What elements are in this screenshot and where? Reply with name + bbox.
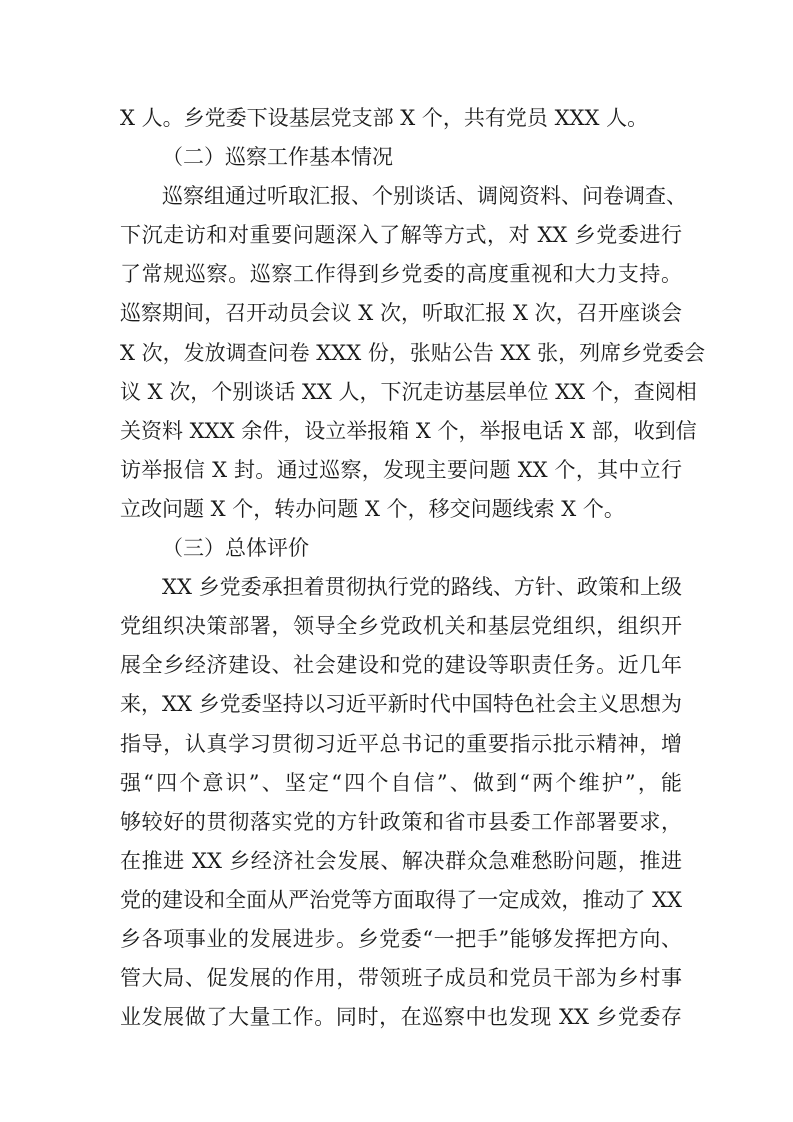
text-line: 下沉走访和对重要问题深入了解等方式，对 XX 乡党委进行	[120, 223, 682, 248]
document-page	[120, 99, 706, 1037]
text-line: XX 乡党委承担着贯彻执行党的路线、方针、政策和上级	[162, 575, 682, 600]
text-line: 乡各项事业的发展进步。乡党委“一把手”能够发挥把方向、	[120, 926, 682, 951]
text-line: 访举报信 X 封。通过巡察，发现主要问题 XX 个，其中立行	[120, 457, 682, 482]
text-line: 了常规巡察。巡察工作得到乡党委的高度重视和大力支持。	[120, 262, 682, 287]
text-line: X 次，发放调查问卷 XXX 份，张贴公告 XX 张，列席乡党委会	[120, 340, 706, 365]
text-line: 党组织决策部署，领导全乡党政机关和基层党组织，组织开	[120, 614, 682, 639]
text-line: 立改问题 X 个，转办问题 X 个，移交问题线索 X 个。	[120, 496, 625, 521]
text-line: 关资料 XXX 余件，设立举报箱 X 个，举报电话 X 部，收到信	[120, 418, 697, 443]
text-line: 议 X 次，个别谈话 XX 人，下沉走访基层单位 XX 个，查阅相	[120, 379, 697, 404]
section-heading: （三）总体评价	[162, 536, 309, 561]
text-line: 来，XX 乡党委坚持以习近平新时代中国特色社会主义思想为	[120, 692, 682, 717]
text-line: 指导，认真学习贯彻习近平总书记的重要指示批示精神，增	[120, 731, 682, 756]
text-line: 在推进 XX 乡经济社会发展、解决群众急难愁盼问题，推进	[120, 848, 682, 873]
text-line: 巡察组通过听取汇报、个别谈话、调阅资料、问卷调查、	[162, 184, 687, 209]
text-line: 业发展做了大量工作。同时，在巡察中也发现 XX 乡党委存	[120, 1005, 682, 1030]
text-line: 强“四个意识”、坚定“四个自信”、做到“两个维护”，能	[120, 770, 682, 795]
text-line: 够较好的贯彻落实党的方针政策和省市县委工作部署要求，	[120, 809, 682, 834]
section-heading: （二）巡察工作基本情况	[162, 145, 393, 170]
text-line: 展全乡经济建设、社会建设和党的建设等职责任务。近几年	[120, 653, 682, 678]
text-line: 管大局、促发展的作用，带领班子成员和党员干部为乡村事	[120, 966, 682, 991]
text-line: X 人。乡党委下设基层党支部 X 个，共有党员 XXX 人。	[120, 106, 649, 130]
text-line: 巡察期间，召开动员会议 X 次，听取汇报 X 次，召开座谈会	[120, 301, 682, 326]
text-line: 党的建设和全面从严治党等方面取得了一定成效，推动了 XX	[120, 887, 682, 912]
